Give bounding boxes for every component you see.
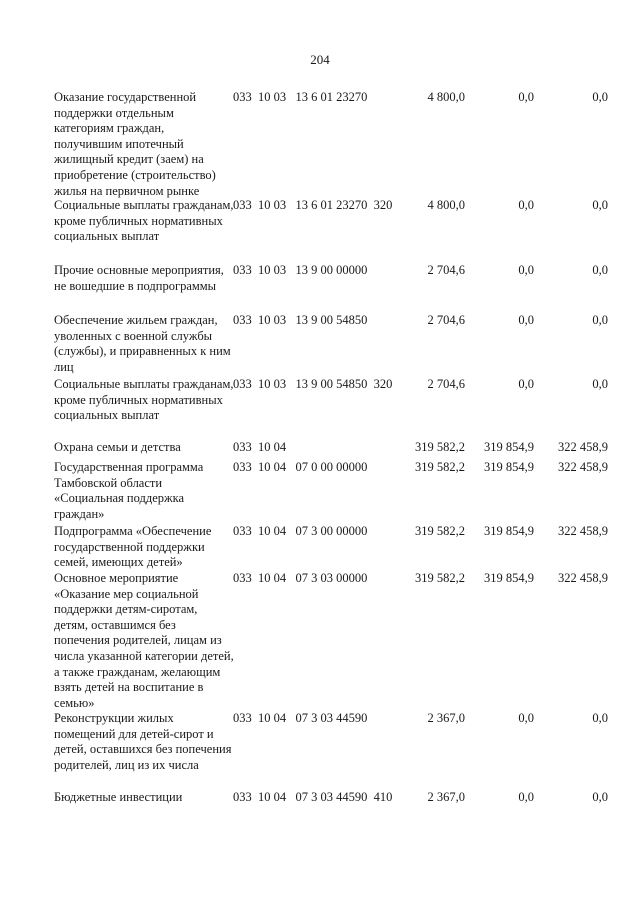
row-code: 033 10 03 13 6 01 23270 320 xyxy=(233,198,393,212)
row-code: 033 10 04 07 3 00 00000 xyxy=(233,524,368,538)
row-name: Реконструкции жилых помещений для детей-сирот и детей, оставшихся без попечения родителей, лиц из их числа xyxy=(54,711,232,772)
row-value-3: 0,0 xyxy=(592,263,608,277)
row-code: 033 10 03 13 9 00 54850 xyxy=(233,313,368,327)
row-value-3: 0,0 xyxy=(592,711,608,725)
row-value-2: 0,0 xyxy=(518,263,534,277)
row-value-2: 319 854,9 xyxy=(484,571,534,585)
row-value-2: 0,0 xyxy=(518,790,534,804)
row-name: Основное мероприятие «Оказание мер социальной поддержки детям-сиротам, детям, оставшимся без попечения родителей, лицам из числа указанной категории детей, а также гражданам, желающим взять детей на воспитание в семью» xyxy=(54,571,234,710)
row-value-1: 319 582,2 xyxy=(415,460,465,474)
row-code: 033 10 03 13 9 00 00000 xyxy=(233,263,368,277)
row-name: Охрана семьи и детства xyxy=(54,440,181,454)
row-value-1: 319 582,2 xyxy=(415,524,465,538)
row-name: Социальные выплаты гражданам, кроме публичных нормативных социальных выплат xyxy=(54,198,234,244)
row-code: 033 10 04 07 0 00 00000 xyxy=(233,460,368,474)
row-value-2: 319 854,9 xyxy=(484,460,534,474)
row-name: Подпрограмма «Обеспечение государственной поддержки семей, имеющих детей» xyxy=(54,524,212,570)
row-code: 033 10 04 07 3 03 44590 410 xyxy=(233,790,393,804)
row-value-3: 322 458,9 xyxy=(558,571,608,585)
row-value-1: 319 582,2 xyxy=(415,440,465,454)
row-value-2: 0,0 xyxy=(518,90,534,104)
row-name: Обеспечение жильем граждан, уволенных с военной службы (службы), и приравненных к ним лиц xyxy=(54,313,231,374)
row-name: Государственная программа Тамбовской области «Социальная поддержка граждан» xyxy=(54,460,204,521)
row-value-2: 319 854,9 xyxy=(484,524,534,538)
row-value-3: 0,0 xyxy=(592,313,608,327)
row-value-2: 0,0 xyxy=(518,377,534,391)
row-value-2: 0,0 xyxy=(518,711,534,725)
row-code: 033 10 04 xyxy=(233,440,287,454)
row-value-3: 0,0 xyxy=(592,377,608,391)
row-value-1: 4 800,0 xyxy=(427,90,465,104)
row-name: Бюджетные инвестиции xyxy=(54,790,183,804)
row-value-1: 2 367,0 xyxy=(427,790,465,804)
row-value-2: 0,0 xyxy=(518,313,534,327)
row-value-3: 322 458,9 xyxy=(558,440,608,454)
row-name: Прочие основные мероприятия, не вошедшие в подпрограммы xyxy=(54,263,224,293)
row-value-2: 319 854,9 xyxy=(484,440,534,454)
row-value-1: 2 704,6 xyxy=(427,313,465,327)
row-code: 033 10 03 13 9 00 54850 320 xyxy=(233,377,393,391)
row-value-1: 319 582,2 xyxy=(415,571,465,585)
row-code: 033 10 04 07 3 03 44590 xyxy=(233,711,368,725)
row-value-1: 4 800,0 xyxy=(427,198,465,212)
row-code: 033 10 04 07 3 03 00000 xyxy=(233,571,368,585)
row-value-2: 0,0 xyxy=(518,198,534,212)
row-value-3: 0,0 xyxy=(592,198,608,212)
row-name: Социальные выплаты гражданам, кроме публичных нормативных социальных выплат xyxy=(54,377,234,423)
row-value-3: 322 458,9 xyxy=(558,460,608,474)
row-value-3: 0,0 xyxy=(592,790,608,804)
row-value-1: 2 367,0 xyxy=(427,711,465,725)
page-number: 204 xyxy=(310,52,330,67)
row-value-3: 322 458,9 xyxy=(558,524,608,538)
row-value-3: 0,0 xyxy=(592,90,608,104)
row-value-1: 2 704,6 xyxy=(427,263,465,277)
row-value-1: 2 704,6 xyxy=(427,377,465,391)
row-name: Оказание государственной поддержки отдельным категориям граждан, получившим ипотечный жилищный кредит (заем) на приобретение (строительство) жилья на первичном рынке xyxy=(54,90,216,198)
row-code: 033 10 03 13 6 01 23270 xyxy=(233,90,368,104)
